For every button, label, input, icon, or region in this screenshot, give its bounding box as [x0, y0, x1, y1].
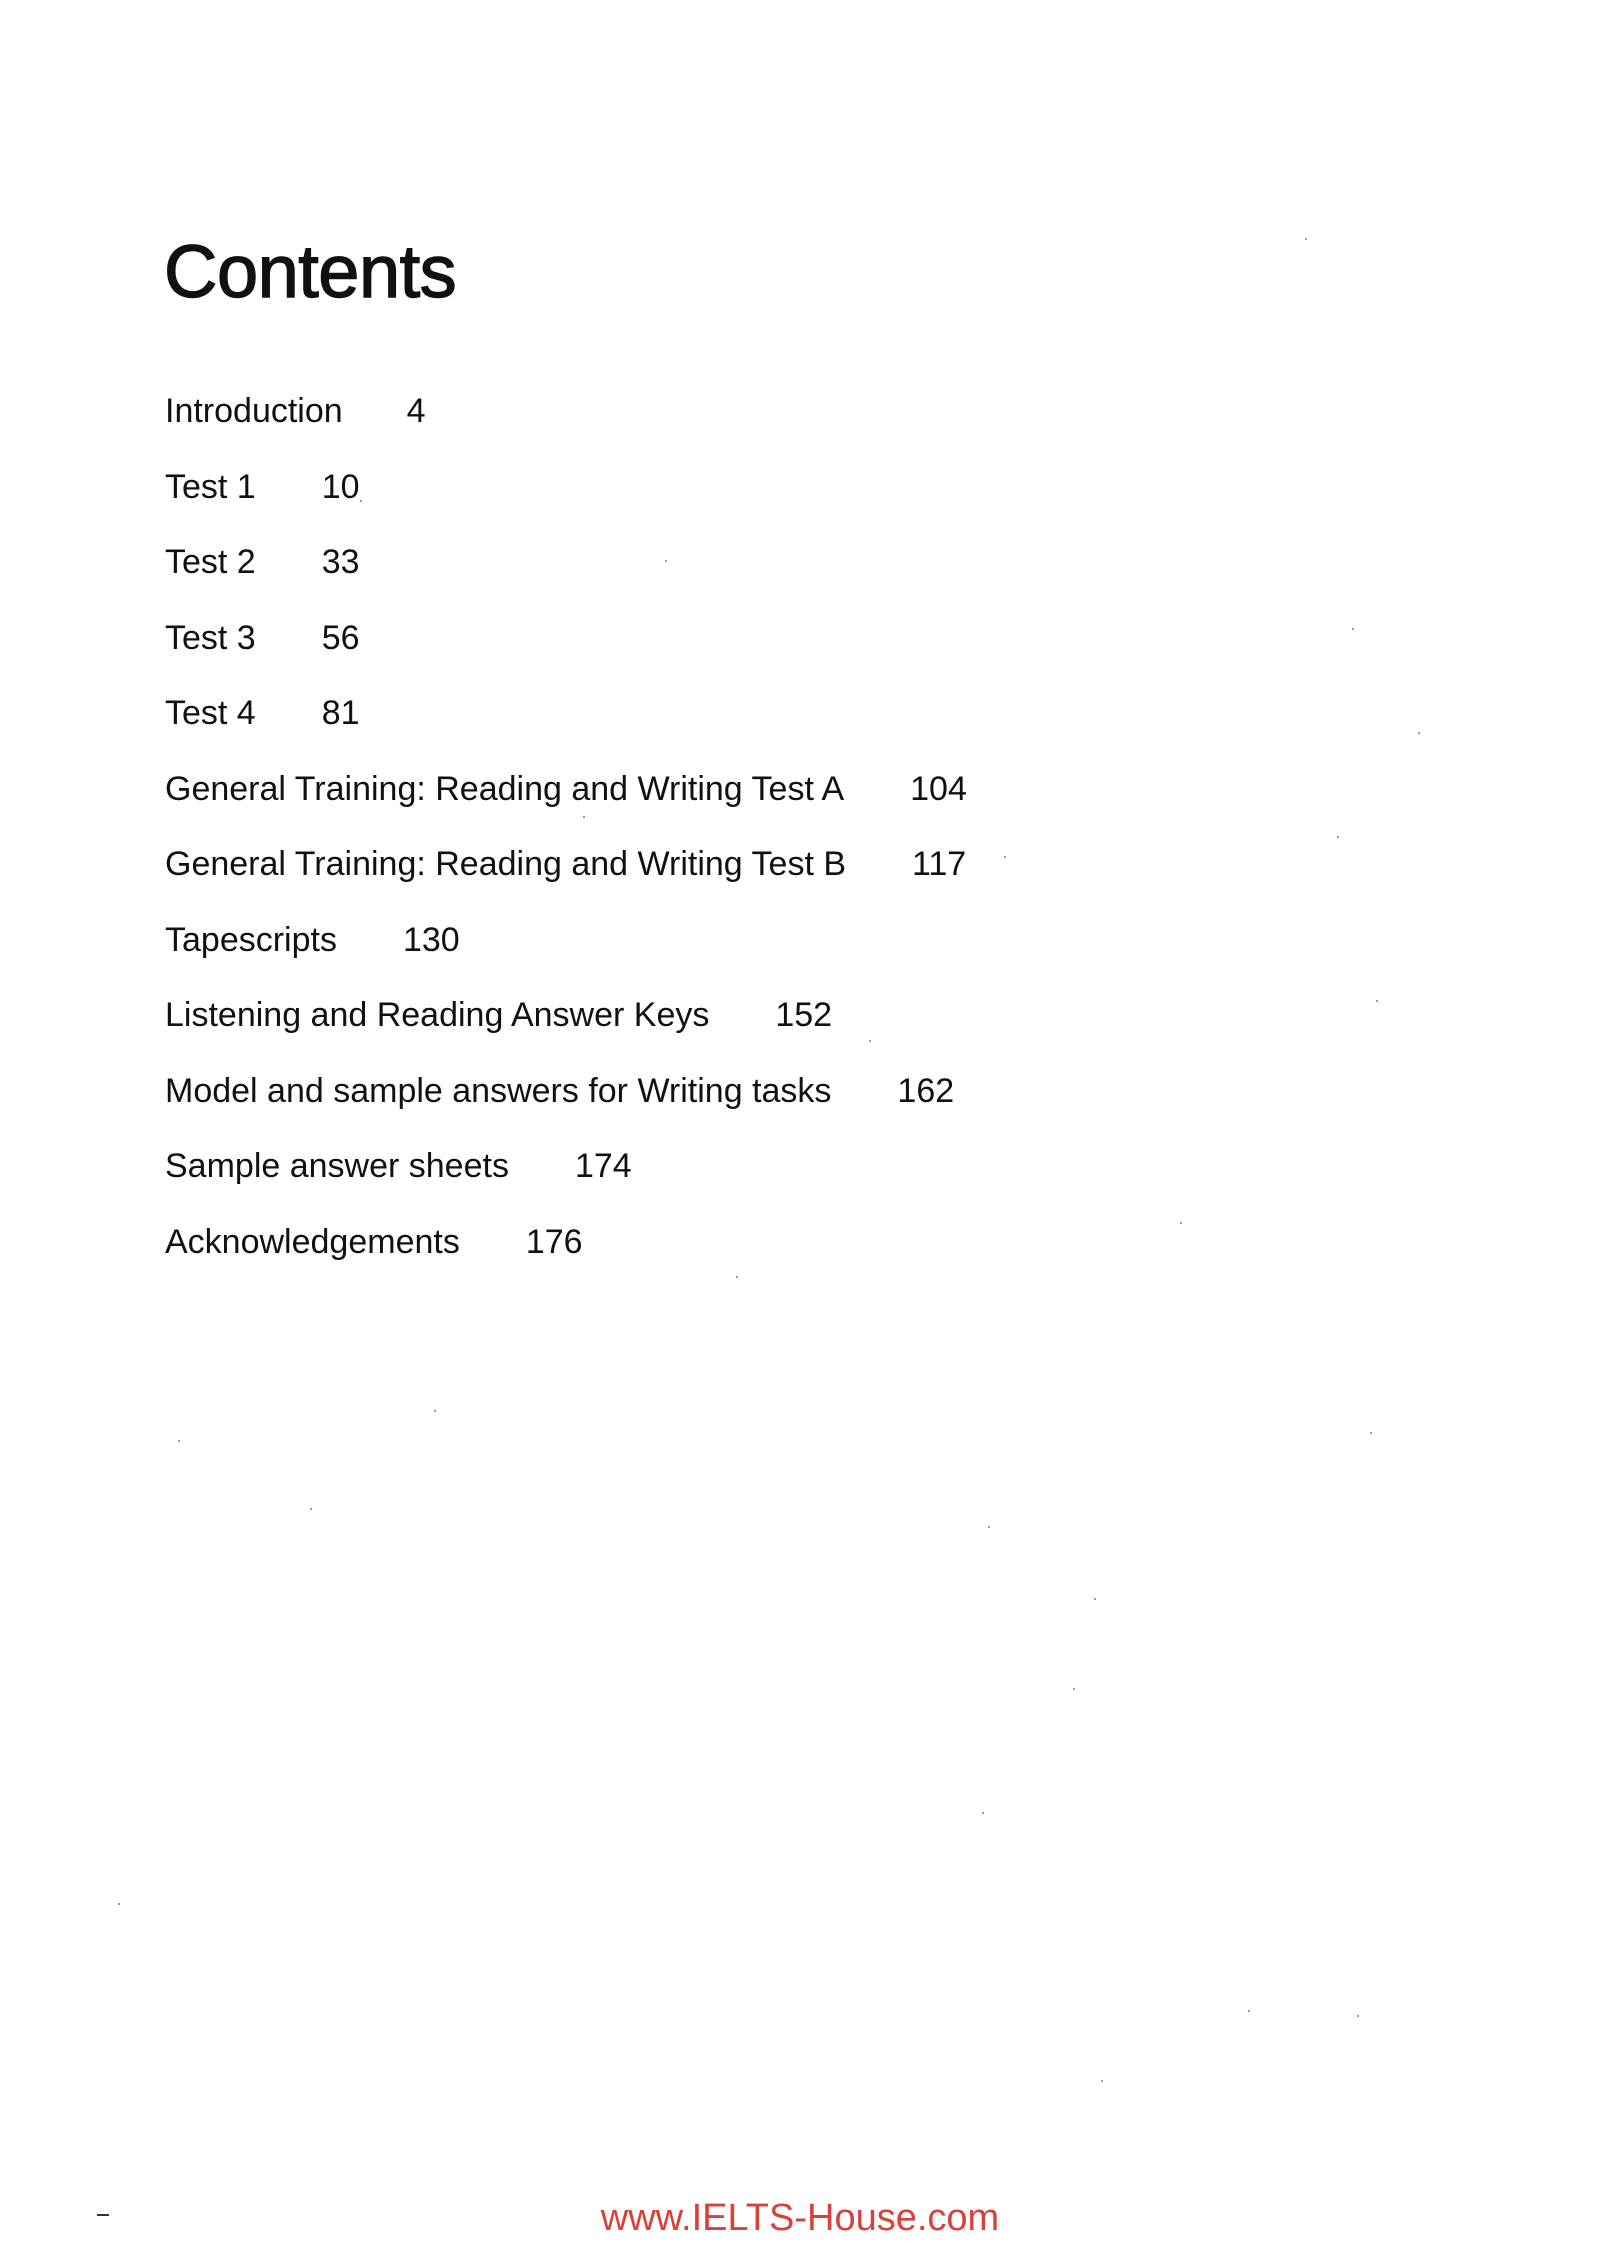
scan-speck — [310, 1508, 312, 1510]
toc-entry-label: Sample answer sheets — [165, 1147, 509, 1185]
footer-watermark: www.IELTS-House.com — [600, 2197, 1000, 2239]
toc-entry-label: Introduction — [165, 392, 343, 430]
toc-entry-page-number: 10 — [321, 468, 360, 506]
toc-entry-introduction — [165, 386, 426, 436]
scan-speck — [1376, 1000, 1378, 1002]
scan-speck — [1004, 856, 1006, 858]
scan-speck — [1101, 2080, 1103, 2082]
scan-speck — [1337, 836, 1339, 838]
toc-entry-label: General Training: Reading and Writing Test A — [165, 770, 845, 808]
scan-speck — [988, 1526, 990, 1528]
toc-entry-page-number: 174 — [574, 1147, 632, 1185]
scan-speck — [583, 816, 585, 818]
toc-entry-label: Test 2 — [165, 543, 256, 581]
page-title: Contents — [164, 230, 457, 313]
toc-entry-label: Test 4 — [165, 694, 256, 732]
scan-speck — [1305, 238, 1307, 240]
scan-speck — [1073, 1688, 1075, 1690]
toc-entry-page-number: 152 — [775, 996, 833, 1034]
toc-entry-general-training-test-a — [165, 764, 967, 814]
toc-entry-test-1 — [165, 462, 360, 512]
toc-entry-writing-answers — [165, 1066, 954, 1116]
toc-entry-label: General Training: Reading and Writing Test B — [165, 845, 847, 883]
scan-speck — [736, 1276, 738, 1278]
scan-speck — [434, 1410, 436, 1412]
toc-entry-test-4 — [165, 688, 360, 738]
scan-speck — [1094, 1598, 1096, 1600]
scan-speck — [982, 1812, 984, 1814]
toc-entry-label: Tapescripts — [165, 921, 337, 959]
toc-entry-general-training-test-b — [165, 839, 966, 889]
toc-entry-page-number: 162 — [897, 1072, 955, 1110]
scan-speck — [1352, 628, 1354, 630]
scan-speck — [1418, 732, 1420, 734]
toc-entry-label: Acknowledgements — [165, 1223, 460, 1261]
scan-speck — [178, 1440, 180, 1442]
scan-speck — [1248, 2010, 1250, 2012]
scan-speck — [665, 560, 667, 562]
scan-speck — [1370, 1432, 1372, 1434]
toc-entry-page-number: 130 — [402, 921, 460, 959]
scan-speck — [1180, 1222, 1182, 1224]
toc-entry-page-number: 56 — [321, 619, 360, 657]
toc-entry-test-3 — [165, 613, 360, 663]
toc-entry-page-number: 4 — [406, 392, 426, 430]
scan-speck — [869, 1040, 871, 1042]
scan-speck — [360, 500, 362, 502]
toc-entry-label: Model and sample answers for Writing tasks — [165, 1072, 832, 1110]
toc-entry-page-number: 117 — [912, 845, 967, 883]
toc-entry-label: Test 1 — [165, 468, 256, 506]
toc-entry-acknowledgements — [165, 1217, 583, 1267]
toc-entry-test-2 — [165, 537, 360, 587]
toc-entry-page-number: 33 — [321, 543, 360, 581]
toc-entry-page-number: 176 — [525, 1223, 583, 1261]
toc-entry-label: Listening and Reading Answer Keys — [165, 996, 710, 1034]
toc-entry-answer-keys — [165, 990, 832, 1040]
toc-entry-answer-sheets — [165, 1141, 632, 1191]
scan-speck — [1357, 2015, 1359, 2017]
toc-entry-tapescripts — [165, 915, 460, 965]
toc-entry-page-number: 104 — [910, 770, 967, 808]
scan-speck — [118, 1903, 120, 1905]
toc-entry-label: Test 3 — [165, 619, 256, 657]
toc-entry-page-number: 81 — [321, 694, 360, 732]
